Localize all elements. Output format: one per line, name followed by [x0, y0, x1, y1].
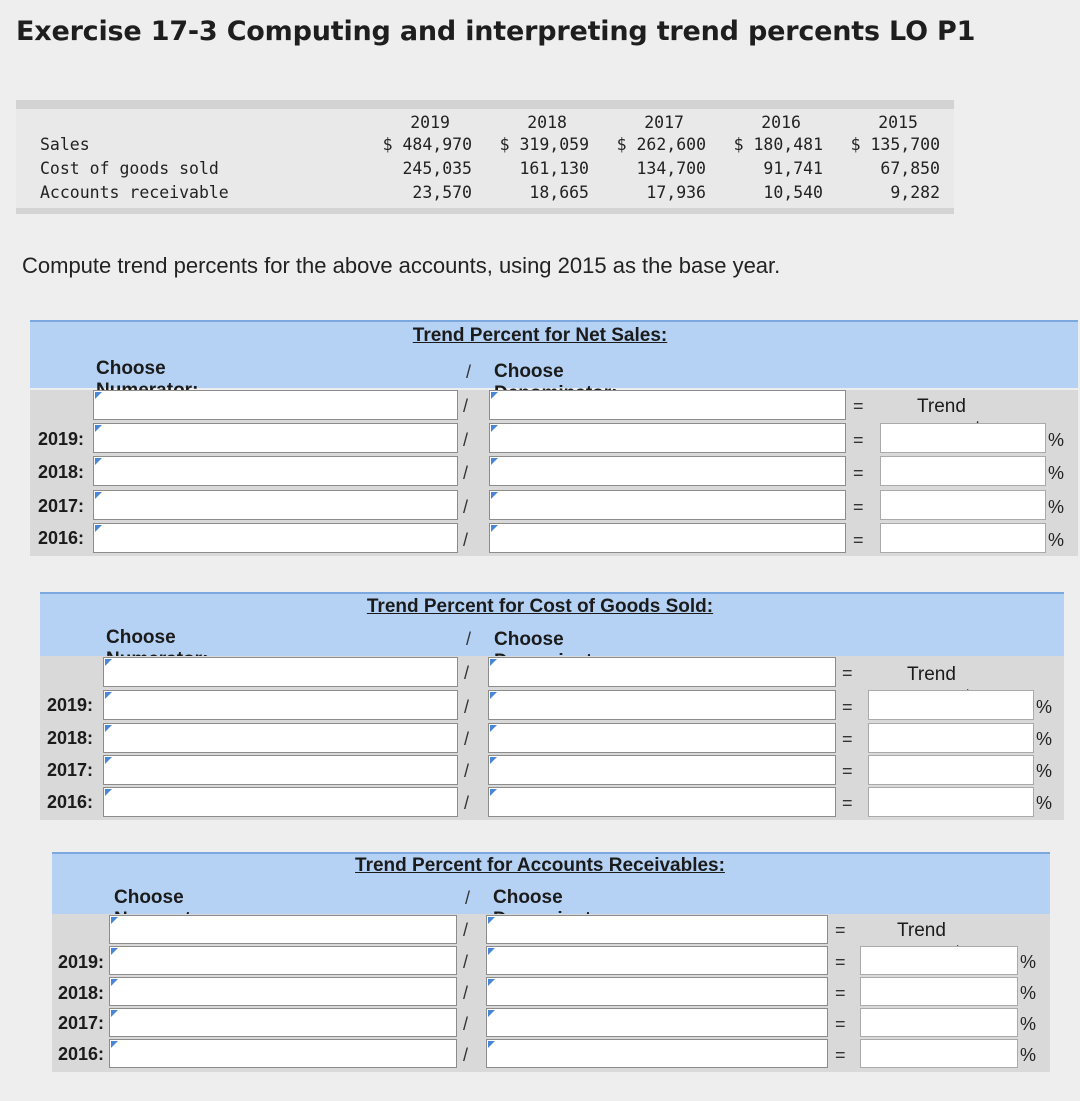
- percent-sign: %: [1036, 761, 1053, 781]
- year-label: 2019:: [58, 952, 105, 972]
- trend-percent-input[interactable]: [860, 1008, 1018, 1037]
- year-header: 2019: [410, 113, 450, 132]
- denominator-input[interactable]: [486, 946, 828, 975]
- numerator-input[interactable]: [109, 946, 457, 975]
- slash-symbol: /: [464, 663, 470, 683]
- numerator-label: Choose: [106, 627, 176, 648]
- year-label: 2019:: [47, 695, 94, 715]
- equals-symbol: =: [835, 1014, 846, 1034]
- slash-symbol: /: [463, 463, 469, 483]
- denominator-input[interactable]: [488, 723, 836, 753]
- row-label: Accounts receivable: [40, 183, 229, 202]
- table-row: [16, 159, 954, 183]
- equals-symbol: =: [853, 530, 864, 550]
- numerator-input[interactable]: [93, 490, 458, 520]
- section-title: Trend Percent for Cost of Goods Sold:: [366, 596, 714, 617]
- slash-symbol: /: [463, 1014, 469, 1034]
- table-cell: 10,540: [763, 183, 823, 202]
- slash-symbol: /: [463, 497, 469, 517]
- equals-symbol: =: [842, 761, 853, 781]
- percent-sign: %: [1020, 983, 1037, 1003]
- denominator-label-input[interactable]: [486, 915, 828, 944]
- trend-percent-input[interactable]: [880, 523, 1046, 553]
- equals-symbol: =: [842, 663, 853, 683]
- denominator-label-input[interactable]: [488, 657, 836, 687]
- equals-symbol: =: [835, 1045, 846, 1065]
- percent-sign: %: [1036, 697, 1053, 717]
- slash-symbol: /: [463, 1045, 469, 1065]
- table-row: [16, 183, 954, 207]
- denominator-label: Choose: [494, 629, 564, 650]
- section-title: Trend Percent for Net Sales:: [412, 325, 668, 346]
- year-header: 2016: [761, 113, 801, 132]
- year-header: 2015: [878, 113, 918, 132]
- numerator-input[interactable]: [109, 1039, 457, 1068]
- trend-percent-input[interactable]: [860, 946, 1018, 975]
- denominator-input[interactable]: [486, 977, 828, 1006]
- year-label: 2019:: [38, 429, 85, 449]
- trend-percent-input[interactable]: [860, 977, 1018, 1006]
- equals-symbol: =: [853, 396, 864, 416]
- numerator-input[interactable]: [103, 690, 458, 720]
- year-label: 2018:: [38, 462, 85, 482]
- year-label: 2017:: [58, 1013, 105, 1033]
- table-cell: $ 319,059: [499, 135, 589, 154]
- denominator-input[interactable]: [486, 1039, 828, 1068]
- slash-symbol: /: [466, 362, 472, 382]
- trend-percent-input[interactable]: [860, 1039, 1018, 1068]
- equals-symbol: =: [842, 729, 853, 749]
- table-cell: 245,035: [402, 159, 472, 178]
- trend-percent-input[interactable]: [880, 456, 1046, 486]
- slash-symbol: /: [464, 761, 470, 781]
- page-title: Exercise 17-3 Computing and interpreting trend percents LO P1: [16, 16, 976, 47]
- table-cell: 91,741: [763, 159, 823, 178]
- percent-sign: %: [1048, 530, 1065, 550]
- slash-symbol: /: [463, 920, 469, 940]
- equals-symbol: =: [842, 697, 853, 717]
- denominator-input[interactable]: [488, 755, 836, 785]
- slash-symbol: /: [463, 530, 469, 550]
- equals-symbol: =: [853, 463, 864, 483]
- equals-symbol: =: [835, 983, 846, 1003]
- denominator-input[interactable]: [488, 787, 836, 817]
- year-label: 2017:: [47, 760, 94, 780]
- table-cell: $ 135,700: [850, 135, 940, 154]
- percent-sign: %: [1048, 430, 1065, 450]
- denominator-input[interactable]: [488, 690, 836, 720]
- table-row: [16, 135, 954, 159]
- instruction-text: Compute trend percents for the above accounts, using 2015 as the base year.: [22, 253, 781, 278]
- trend-percent-input[interactable]: [880, 490, 1046, 520]
- numerator-input[interactable]: [109, 1008, 457, 1037]
- trend-percent-input[interactable]: [868, 755, 1034, 785]
- trend-percent-input[interactable]: [868, 723, 1034, 753]
- numerator-input[interactable]: [103, 755, 458, 785]
- slash-symbol: /: [466, 629, 472, 649]
- equals-symbol: =: [853, 430, 864, 450]
- percent-sign: %: [1020, 1014, 1037, 1034]
- percent-sign: %: [1048, 497, 1065, 517]
- trend-percent-input[interactable]: [880, 423, 1046, 453]
- table-cell: 67,850: [880, 159, 940, 178]
- percent-sign: %: [1020, 1045, 1037, 1065]
- denominator-label: Choose: [494, 361, 564, 382]
- numerator-label: Choose: [114, 887, 184, 908]
- trend-percent-input[interactable]: [868, 787, 1034, 817]
- year-label: 2016:: [38, 528, 85, 548]
- trend-percent-label: Trend: [907, 664, 956, 685]
- equals-symbol: =: [835, 920, 846, 940]
- percent-sign: %: [1048, 463, 1065, 483]
- row-label: Sales: [40, 135, 90, 154]
- data-table: [16, 100, 954, 214]
- year-label: 2016:: [47, 792, 94, 812]
- denominator-label-input[interactable]: [489, 390, 846, 420]
- numerator-input[interactable]: [93, 423, 458, 453]
- year-label: 2018:: [58, 983, 105, 1003]
- numerator-input[interactable]: [93, 456, 458, 486]
- equals-symbol: =: [842, 793, 853, 813]
- slash-symbol: /: [463, 430, 469, 450]
- year-label: 2016:: [58, 1044, 105, 1064]
- table-cell: $ 484,970: [382, 135, 472, 154]
- table-cell: 23,570: [412, 183, 472, 202]
- equals-symbol: =: [835, 952, 846, 972]
- year-header-row: [16, 113, 954, 137]
- percent-sign: %: [1036, 793, 1053, 813]
- slash-symbol: /: [463, 952, 469, 972]
- trend-percent-label: Trend: [917, 396, 966, 417]
- denominator-input[interactable]: [489, 490, 846, 520]
- table-cell: 161,130: [519, 159, 589, 178]
- table-cell: 134,700: [636, 159, 706, 178]
- year-header: 2018: [527, 113, 567, 132]
- slash-symbol: /: [464, 729, 470, 749]
- denominator-input[interactable]: [489, 523, 846, 553]
- table-cell: 17,936: [646, 183, 706, 202]
- trend-percent-input[interactable]: [868, 690, 1034, 720]
- equals-symbol: =: [853, 497, 864, 517]
- numerator-input[interactable]: [93, 523, 458, 553]
- table-cell: 18,665: [529, 183, 589, 202]
- year-label: 2017:: [38, 496, 85, 516]
- year-label: 2018:: [47, 728, 94, 748]
- denominator-input[interactable]: [489, 456, 846, 486]
- numerator-input[interactable]: [103, 787, 458, 817]
- slash-symbol: /: [464, 697, 470, 717]
- percent-sign: %: [1020, 952, 1037, 972]
- trend-percent-label: Trend: [897, 920, 946, 941]
- row-label: Cost of goods sold: [40, 159, 219, 178]
- denominator-input[interactable]: [486, 1008, 828, 1037]
- section-title: Trend Percent for Accounts Receivables:: [355, 855, 725, 876]
- table-cell: 9,282: [890, 183, 940, 202]
- denominator-input[interactable]: [489, 423, 846, 453]
- year-header: 2017: [644, 113, 684, 132]
- slash-symbol: /: [463, 983, 469, 1003]
- table-cell: $ 262,600: [616, 135, 706, 154]
- table-cell: $ 180,481: [733, 135, 823, 154]
- numerator-label-input[interactable]: [109, 915, 457, 944]
- numerator-label: Choose: [96, 358, 166, 379]
- denominator-label: Choose: [493, 887, 563, 908]
- percent-sign: %: [1036, 729, 1053, 749]
- numerator-label-input[interactable]: [93, 390, 458, 420]
- numerator-label-input[interactable]: [103, 657, 458, 687]
- numerator-input[interactable]: [103, 723, 458, 753]
- slash-symbol: /: [465, 888, 471, 908]
- slash-symbol: /: [463, 396, 469, 416]
- numerator-input[interactable]: [109, 977, 457, 1006]
- slash-symbol: /: [464, 793, 470, 813]
